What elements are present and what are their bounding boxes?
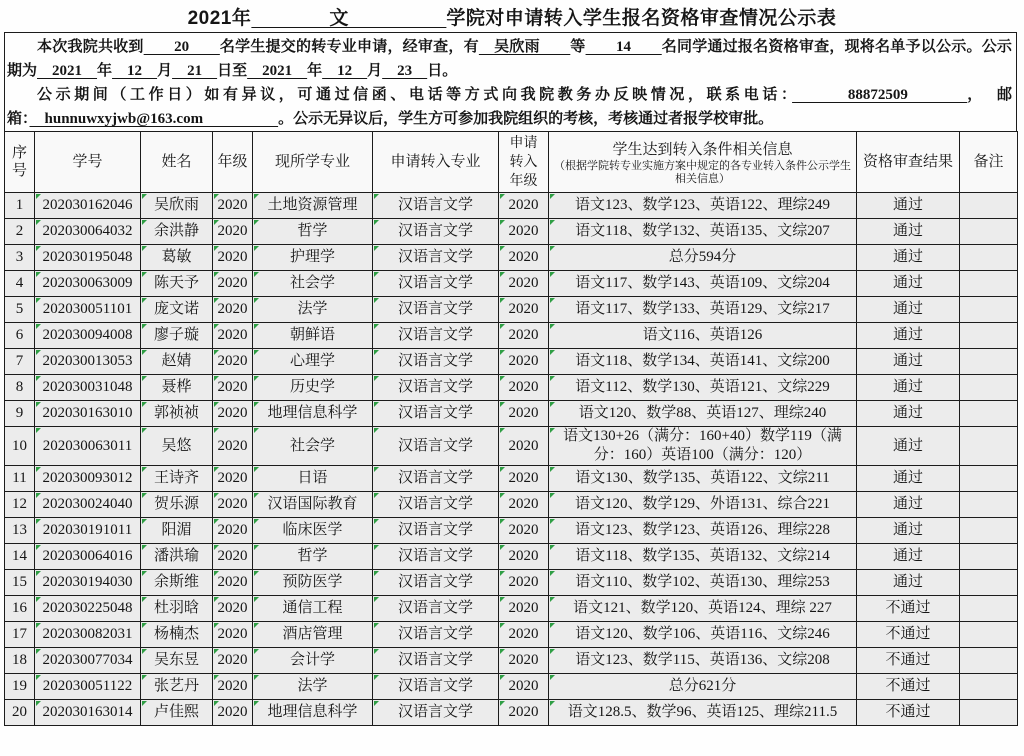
cell-remark	[960, 193, 1018, 219]
cell-criteria-info: 语文110、数学102、英语130、理综253	[549, 570, 857, 596]
cell-remark	[960, 596, 1018, 622]
cell-result: 通过	[857, 297, 960, 323]
header-criteria	[549, 132, 857, 193]
cell-name: 卢佳熙	[141, 700, 213, 726]
cell-name: 吴东昱	[141, 648, 213, 674]
cell-target-major: 汉语言文学	[373, 596, 499, 622]
cell-result: 不通过	[857, 622, 960, 648]
header-grade: 年级	[213, 132, 253, 193]
header-target-grade	[499, 132, 549, 193]
cell-target-grade: 2020	[499, 323, 549, 349]
header-criteria-note: （根据学院转专业实施方案中规定的各专业转入条件公示学生相关信息）	[554, 159, 851, 185]
cell-target-major: 汉语言文学	[373, 544, 499, 570]
cell-target-grade: 2020	[499, 375, 549, 401]
table-row	[5, 297, 1018, 323]
cell-result: 不通过	[857, 700, 960, 726]
cell-current-major: 社会学	[253, 427, 373, 466]
cell-student-id: 202030064016	[35, 544, 141, 570]
table-row	[5, 193, 1018, 219]
cell-criteria-info: 语文128.5、数学96、英语125、理综211.5	[549, 700, 857, 726]
cell-grade: 2020	[213, 193, 253, 219]
cell-result: 通过	[857, 427, 960, 466]
cell-no: 17	[5, 622, 35, 648]
cell-remark	[960, 245, 1018, 271]
cell-remark	[960, 375, 1018, 401]
cell-student-id: 202030195048	[35, 245, 141, 271]
cell-result: 通过	[857, 375, 960, 401]
cell-current-major: 法学	[253, 674, 373, 700]
cell-target-major: 汉语言文学	[373, 700, 499, 726]
text-run: ， 邮箱：	[7, 87, 1012, 127]
cell-no: 6	[5, 323, 35, 349]
table-row	[5, 323, 1018, 349]
cell-remark	[960, 570, 1018, 596]
cell-target-major: 汉语言文学	[373, 674, 499, 700]
cell-remark	[960, 271, 1018, 297]
cell-target-major: 汉语言文学	[373, 297, 499, 323]
cell-grade: 2020	[213, 245, 253, 271]
cell-result: 通过	[857, 492, 960, 518]
text-run: 。公示无异议后，学生方可参加我院组织的考核，考核通过者报学校审批。	[278, 111, 774, 127]
cell-target-major: 汉语言文学	[373, 271, 499, 297]
cell-name: 吴悠	[141, 427, 213, 466]
text-run: 年	[307, 63, 323, 79]
cell-grade: 2020	[213, 674, 253, 700]
cell-result: 通过	[857, 401, 960, 427]
blank-underline: 21	[172, 63, 218, 79]
cell-result: 通过	[857, 570, 960, 596]
cell-current-major: 地理信息科学	[253, 401, 373, 427]
cell-grade: 2020	[213, 297, 253, 323]
cell-target-grade: 2020	[499, 466, 549, 492]
cell-target-major: 汉语言文学	[373, 570, 499, 596]
cell-current-major: 地理信息科学	[253, 700, 373, 726]
table-row	[5, 648, 1018, 674]
blank-underline: 12	[322, 63, 368, 79]
cell-no: 10	[5, 427, 35, 466]
cell-target-grade: 2020	[499, 596, 549, 622]
cell-current-major: 日语	[253, 466, 373, 492]
roster-table-body	[5, 193, 1018, 726]
roster-table	[4, 131, 1018, 726]
cell-name: 张艺丹	[141, 674, 213, 700]
cell-current-major: 哲学	[253, 544, 373, 570]
cell-result: 通过	[857, 219, 960, 245]
cell-target-grade: 2020	[499, 518, 549, 544]
table-row	[5, 349, 1018, 375]
cell-result: 通过	[857, 193, 960, 219]
cell-grade: 2020	[213, 271, 253, 297]
cell-no: 15	[5, 570, 35, 596]
cell-target-grade: 2020	[499, 674, 549, 700]
cell-criteria-info: 总分594分	[549, 245, 857, 271]
header-student-id: 学号	[35, 132, 141, 193]
cell-target-major: 汉语言文学	[373, 648, 499, 674]
cell-criteria-info: 语文118、数学135、英语132、文综214	[549, 544, 857, 570]
cell-student-id: 202030077034	[35, 648, 141, 674]
cell-current-major: 预防医学	[253, 570, 373, 596]
text-run: 日至	[217, 63, 248, 79]
header-remark: 备注	[960, 132, 1018, 193]
table-row	[5, 518, 1018, 544]
header-result: 资格审查结果	[857, 132, 960, 193]
cell-student-id: 202030051122	[35, 674, 141, 700]
text-run: 等	[570, 39, 586, 55]
cell-target-grade: 2020	[499, 622, 549, 648]
text-run: 本次我院共收到	[37, 39, 144, 55]
cell-target-major: 汉语言文学	[373, 375, 499, 401]
cell-current-major: 法学	[253, 297, 373, 323]
cell-target-grade: 2020	[499, 401, 549, 427]
cell-student-id: 202030162046	[35, 193, 141, 219]
cell-name: 赵婧	[141, 349, 213, 375]
cell-target-major: 汉语言文学	[373, 401, 499, 427]
table-row	[5, 245, 1018, 271]
cell-no: 7	[5, 349, 35, 375]
blank-underline: 2021	[37, 63, 98, 79]
cell-no: 16	[5, 596, 35, 622]
intro-paragraph-1	[7, 35, 1012, 83]
cell-no: 3	[5, 245, 35, 271]
cell-name: 庞文诺	[141, 297, 213, 323]
cell-no: 9	[5, 401, 35, 427]
cell-no: 4	[5, 271, 35, 297]
cell-name: 聂桦	[141, 375, 213, 401]
cell-target-grade: 2020	[499, 297, 549, 323]
header-no: 序号	[5, 132, 35, 193]
cell-no: 1	[5, 193, 35, 219]
text-run: 学院对申请转入学生报名资格审查情况公示表	[446, 7, 837, 29]
cell-target-grade: 2020	[499, 219, 549, 245]
cell-result: 不通过	[857, 596, 960, 622]
cell-grade: 2020	[213, 648, 253, 674]
cell-result: 通过	[857, 466, 960, 492]
cell-target-grade: 2020	[499, 271, 549, 297]
text-run: 名学生提交的转专业申请，经审查，有	[219, 39, 479, 55]
header-criteria-title: 学生达到转入条件相关信息	[612, 141, 793, 158]
cell-result: 通过	[857, 245, 960, 271]
cell-no: 2	[5, 219, 35, 245]
text-run: 名同学通过报名资格审查，现将名单予以公示。公示期为	[7, 39, 1012, 79]
cell-criteria-info: 语文116、英语126	[549, 323, 857, 349]
table-row	[5, 427, 1018, 466]
cell-current-major: 会计学	[253, 648, 373, 674]
page-title	[0, 0, 1024, 32]
cell-student-id: 202030031048	[35, 375, 141, 401]
cell-remark	[960, 674, 1018, 700]
cell-remark	[960, 219, 1018, 245]
cell-result: 通过	[857, 349, 960, 375]
cell-criteria-info: 语文123、数学115、英语136、文综208	[549, 648, 857, 674]
cell-target-major: 汉语言文学	[373, 492, 499, 518]
cell-name: 余斯维	[141, 570, 213, 596]
cell-remark	[960, 518, 1018, 544]
cell-grade: 2020	[213, 518, 253, 544]
cell-target-grade: 2020	[499, 648, 549, 674]
header-name: 姓名	[141, 132, 213, 193]
blank-underline: 20	[143, 39, 220, 55]
cell-remark	[960, 648, 1018, 674]
cell-grade: 2020	[213, 219, 253, 245]
cell-grade: 2020	[213, 622, 253, 648]
header-current-major: 现所学专业	[253, 132, 373, 193]
cell-no: 14	[5, 544, 35, 570]
text-run: 日。	[427, 63, 458, 79]
text-run: 月	[157, 63, 173, 79]
cell-criteria-info: 语文120、数学106、英语116、文综246	[549, 622, 857, 648]
blank-underline: 23	[382, 63, 428, 79]
cell-name: 廖子璇	[141, 323, 213, 349]
cell-student-id: 202030094008	[35, 323, 141, 349]
cell-no: 18	[5, 648, 35, 674]
cell-target-major: 汉语言文学	[373, 427, 499, 466]
cell-name: 杜羽晗	[141, 596, 213, 622]
cell-remark	[960, 492, 1018, 518]
cell-criteria-info: 语文118、数学134、英语141、文综200	[549, 349, 857, 375]
cell-no: 13	[5, 518, 35, 544]
cell-student-id: 202030194030	[35, 570, 141, 596]
cell-current-major: 汉语国际教育	[253, 492, 373, 518]
cell-grade: 2020	[213, 596, 253, 622]
cell-criteria-info: 总分621分	[549, 674, 857, 700]
cell-target-grade: 2020	[499, 245, 549, 271]
cell-student-id: 202030013053	[35, 349, 141, 375]
cell-target-major: 汉语言文学	[373, 518, 499, 544]
cell-target-major: 汉语言文学	[373, 323, 499, 349]
text-run: 2021年	[187, 7, 252, 29]
cell-remark	[960, 297, 1018, 323]
cell-grade: 2020	[213, 375, 253, 401]
cell-current-major: 临床医学	[253, 518, 373, 544]
cell-criteria-info: 语文123、数学123、英语122、理综249	[549, 193, 857, 219]
text-run: 公示期间（工作日）如有异议，可通过信函、电话等方式向我院教务办反映情况，联系电话：	[37, 87, 793, 103]
cell-remark	[960, 544, 1018, 570]
cell-grade: 2020	[213, 570, 253, 596]
cell-name: 余洪静	[141, 219, 213, 245]
cell-name: 贺乐源	[141, 492, 213, 518]
cell-remark	[960, 466, 1018, 492]
text-run: 年	[97, 63, 113, 79]
cell-grade: 2020	[213, 401, 253, 427]
table-row	[5, 401, 1018, 427]
cell-student-id: 202030163010	[35, 401, 141, 427]
cell-no: 11	[5, 466, 35, 492]
cell-student-id: 202030082031	[35, 622, 141, 648]
cell-remark	[960, 349, 1018, 375]
cell-result: 通过	[857, 323, 960, 349]
table-row	[5, 271, 1018, 297]
cell-student-id: 202030063009	[35, 271, 141, 297]
cell-criteria-info: 语文123、数学123、英语126、理综228	[549, 518, 857, 544]
cell-name: 吴欣雨	[141, 193, 213, 219]
cell-current-major: 通信工程	[253, 596, 373, 622]
cell-name: 潘洪瑜	[141, 544, 213, 570]
cell-target-grade: 2020	[499, 427, 549, 466]
cell-student-id: 202030064032	[35, 219, 141, 245]
cell-current-major: 哲学	[253, 219, 373, 245]
blank-underline: 文	[251, 7, 447, 29]
cell-criteria-info: 语文117、数学133、英语129、文综217	[549, 297, 857, 323]
cell-student-id: 202030051101	[35, 297, 141, 323]
intro-text	[4, 32, 1017, 131]
cell-target-major: 汉语言文学	[373, 245, 499, 271]
cell-target-major: 汉语言文学	[373, 193, 499, 219]
cell-current-major: 朝鲜语	[253, 323, 373, 349]
cell-no: 20	[5, 700, 35, 726]
cell-remark	[960, 622, 1018, 648]
cell-result: 通过	[857, 271, 960, 297]
cell-student-id: 202030063011	[35, 427, 141, 466]
cell-target-grade: 2020	[499, 570, 549, 596]
table-header-row	[5, 132, 1018, 193]
cell-result: 不通过	[857, 674, 960, 700]
cell-result: 不通过	[857, 648, 960, 674]
cell-current-major: 土地资源管理	[253, 193, 373, 219]
cell-name: 杨楠杰	[141, 622, 213, 648]
table-row	[5, 570, 1018, 596]
cell-target-grade: 2020	[499, 544, 549, 570]
cell-criteria-info: 语文117、数学143、英语109、文综204	[549, 271, 857, 297]
cell-grade: 2020	[213, 544, 253, 570]
cell-name: 王诗齐	[141, 466, 213, 492]
table-row	[5, 622, 1018, 648]
cell-target-grade: 2020	[499, 700, 549, 726]
cell-name: 郭祯祯	[141, 401, 213, 427]
cell-criteria-info: 语文120、数学88、英语127、理综240	[549, 401, 857, 427]
table-row	[5, 219, 1018, 245]
table-row	[5, 544, 1018, 570]
table-row	[5, 492, 1018, 518]
cell-student-id: 202030163014	[35, 700, 141, 726]
cell-no: 19	[5, 674, 35, 700]
cell-criteria-info: 语文118、数学132、英语135、文综207	[549, 219, 857, 245]
cell-target-major: 汉语言文学	[373, 349, 499, 375]
cell-current-major: 社会学	[253, 271, 373, 297]
blank-underline: 14	[585, 39, 662, 55]
cell-grade: 2020	[213, 349, 253, 375]
table-row	[5, 596, 1018, 622]
cell-current-major: 历史学	[253, 375, 373, 401]
blank-underline: 12	[112, 63, 158, 79]
cell-result: 通过	[857, 518, 960, 544]
cell-target-major: 汉语言文学	[373, 622, 499, 648]
cell-target-major: 汉语言文学	[373, 466, 499, 492]
cell-remark	[960, 323, 1018, 349]
cell-no: 5	[5, 297, 35, 323]
cell-no: 8	[5, 375, 35, 401]
cell-criteria-info: 语文112、数学130、英语121、文综229	[549, 375, 857, 401]
blank-underline: hunnuwxyjwb@163.com	[29, 111, 279, 127]
intro-paragraph-2	[7, 83, 1012, 131]
cell-current-major: 护理学	[253, 245, 373, 271]
cell-criteria-info: 语文130+26（满分：160+40）数学119（满分：160）英语100（满分：120）	[549, 427, 857, 466]
cell-no: 12	[5, 492, 35, 518]
cell-student-id: 202030225048	[35, 596, 141, 622]
cell-student-id: 202030093012	[35, 466, 141, 492]
table-row	[5, 700, 1018, 726]
cell-target-grade: 2020	[499, 492, 549, 518]
header-target-grade-label: 申请转入年级	[509, 135, 538, 189]
cell-grade: 2020	[213, 466, 253, 492]
blank-underline: 2021	[247, 63, 308, 79]
table-row	[5, 375, 1018, 401]
cell-target-grade: 2020	[499, 349, 549, 375]
cell-grade: 2020	[213, 492, 253, 518]
cell-remark	[960, 401, 1018, 427]
cell-name: 陈天予	[141, 271, 213, 297]
cell-target-grade: 2020	[499, 193, 549, 219]
cell-grade: 2020	[213, 700, 253, 726]
cell-remark	[960, 427, 1018, 466]
cell-name: 阳湄	[141, 518, 213, 544]
cell-criteria-info: 语文121、数学120、英语124、理综 227	[549, 596, 857, 622]
blank-underline: 吴欣雨	[478, 39, 571, 55]
header-target-major: 申请转入专业	[373, 132, 499, 193]
cell-result: 通过	[857, 544, 960, 570]
cell-current-major: 酒店管理	[253, 622, 373, 648]
cell-grade: 2020	[213, 323, 253, 349]
cell-student-id: 202030191011	[35, 518, 141, 544]
cell-current-major: 心理学	[253, 349, 373, 375]
table-row	[5, 674, 1018, 700]
blank-underline: 88872509	[792, 87, 968, 103]
cell-criteria-info: 语文120、数学129、外语131、综合221	[549, 492, 857, 518]
cell-remark	[960, 700, 1018, 726]
table-row	[5, 466, 1018, 492]
cell-grade: 2020	[213, 427, 253, 466]
cell-name: 葛敏	[141, 245, 213, 271]
cell-target-major: 汉语言文学	[373, 219, 499, 245]
cell-student-id: 202030024040	[35, 492, 141, 518]
text-run: 月	[367, 63, 383, 79]
cell-criteria-info: 语文130、数学135、英语122、文综211	[549, 466, 857, 492]
